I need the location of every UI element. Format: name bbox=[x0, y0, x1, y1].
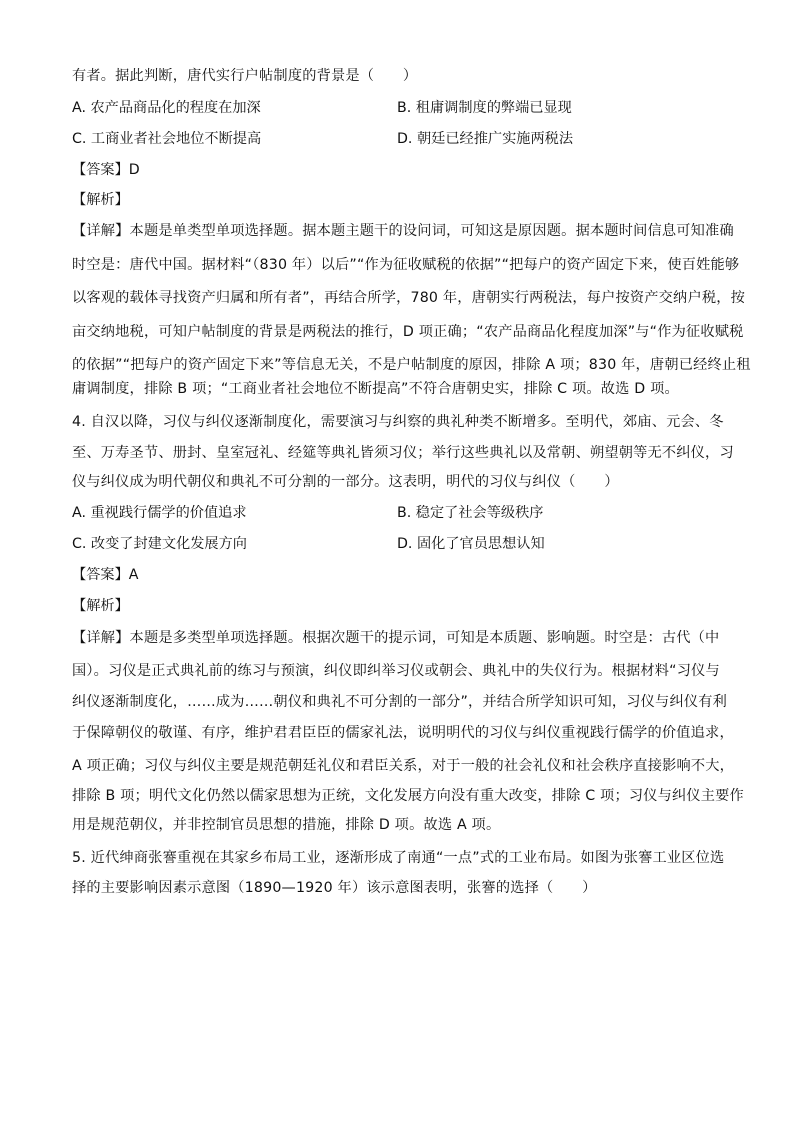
q4-analysis-label: 【解析】 bbox=[72, 598, 129, 614]
q4-stem-line: 4. 自汉以降，习仪与纠仪逐渐制度化，需要演习与纠察的典礼种类不断增多。至明代，郊庙、元会、冬 bbox=[72, 414, 724, 430]
q4-stem-line: 仪与纠仪成为明代朝仪和典礼不可分割的一部分。这表明，明代的习仪与纠仪（ ） bbox=[72, 474, 619, 490]
q3-option-d: D. 朝廷已经推广实施两税法 bbox=[397, 131, 574, 147]
q5-stem-line: 择的主要影响因素示意图（1890—1920 年）该示意图表明，张謇的选择（ ） bbox=[72, 880, 597, 896]
q4-option-d: D. 固化了官员思想认知 bbox=[397, 536, 545, 552]
q4-detail-line: 于保障朝仪的敬谨、有序，维护君君臣臣的儒家礼法，说明明代的习仪与纠仪重视践行儒学的价值追求， bbox=[72, 725, 734, 741]
q3-option-c: C. 工商业者社会地位不断提高 bbox=[72, 131, 262, 147]
q4-option-a: A. 重视践行儒学的价值追求 bbox=[72, 505, 247, 521]
q3-option-a: A. 农产品商品化的程度在加深 bbox=[72, 100, 261, 116]
q4-detail-line: A 项正确；习仪与纠仪主要是规范朝廷礼仪和君臣关系，对于一般的社会礼仪和社会秩序直接影响不大， bbox=[72, 758, 735, 774]
q4-detail-line: 国）。习仪是正式典礼前的练习与预演，纠仪即纠举习仪或朝会、典礼中的失仪行为。根据材料“习仪与 bbox=[72, 663, 720, 679]
q4-detail-line: 排除 B 项；明代文化仍然以儒家思想为正统，文化发展方向没有重大改变，排除 C 项；习仪与纠仪主要作 bbox=[72, 788, 744, 804]
q4-option-c: C. 改变了封建文化发展方向 bbox=[72, 536, 247, 552]
q3-detail-line: 时空是：唐代中国。据材料“（830 年）以后”“作为征收赋税的依据”“把每户的资产固定下来，使百姓能够 bbox=[72, 257, 740, 273]
q3-stem-tail: 有者。据此判断，唐代实行户帖制度的背景是（ ） bbox=[72, 68, 418, 84]
q3-option-b: B. 租庸调制度的弊端已显现 bbox=[397, 100, 572, 116]
q3-detail-line: 【详解】本题是单类型单项选择题。据本题主题干的设问词，可知这是原因题。据本题时间信息可知准确 bbox=[72, 223, 734, 239]
q3-detail-line: 亩交纳地税，可知户帖制度的背景是两税法的推行，D 项正确；“农产品商品化程度加深”与“作为征收赋税 bbox=[72, 324, 744, 340]
q5-stem-line: 5. 近代绅商张謇重视在其家乡布局工业，逐渐形成了南通“一点”式的工业布局。如图为张謇工业区位选 bbox=[72, 850, 725, 866]
q3-answer: 【答案】D bbox=[72, 162, 140, 178]
q4-detail-line: 【详解】本题是多类型单项选择题。根据次题干的提示词，可知是本质题、影响题。时空是：古代（中 bbox=[72, 630, 720, 646]
q4-detail-line: 纠仪逐渐制度化，……成为……朝仪和典礼不可分割的一部分”，并结合所学知识可知，习仪与纠仪有利 bbox=[72, 694, 727, 710]
q4-stem-line: 至、万寿圣节、册封、皇室冠礼、经筵等典礼皆须习仪；举行这些典礼以及常朝、朔望朝等无不纠仪，习 bbox=[72, 445, 734, 461]
q4-option-b: B. 稳定了社会等级秩序 bbox=[397, 505, 544, 521]
q3-detail-line: 的依据”“把每户的资产固定下来”等信息无关，不是户帖制度的原因，排除 A 项；830 年，唐朝已经终止租 bbox=[72, 357, 751, 373]
q3-detail-line: 庸调制度，排除 B 项；“工商业者社会地位不断提高”不符合唐朝史实，排除 C 项。故选 D 项。 bbox=[72, 381, 679, 397]
q3-analysis-label: 【解析】 bbox=[72, 192, 129, 208]
q3-detail-line: 以客观的载体寻找资产归属和所有者”，再结合所学，780 年，唐朝实行两税法，每户按资产交纳户税，按 bbox=[72, 290, 745, 306]
q4-detail-line: 用是规范朝仪，并非控制官员思想的措施，排除 D 项。故选 A 项。 bbox=[72, 817, 501, 833]
q4-answer: 【答案】A bbox=[72, 567, 139, 583]
